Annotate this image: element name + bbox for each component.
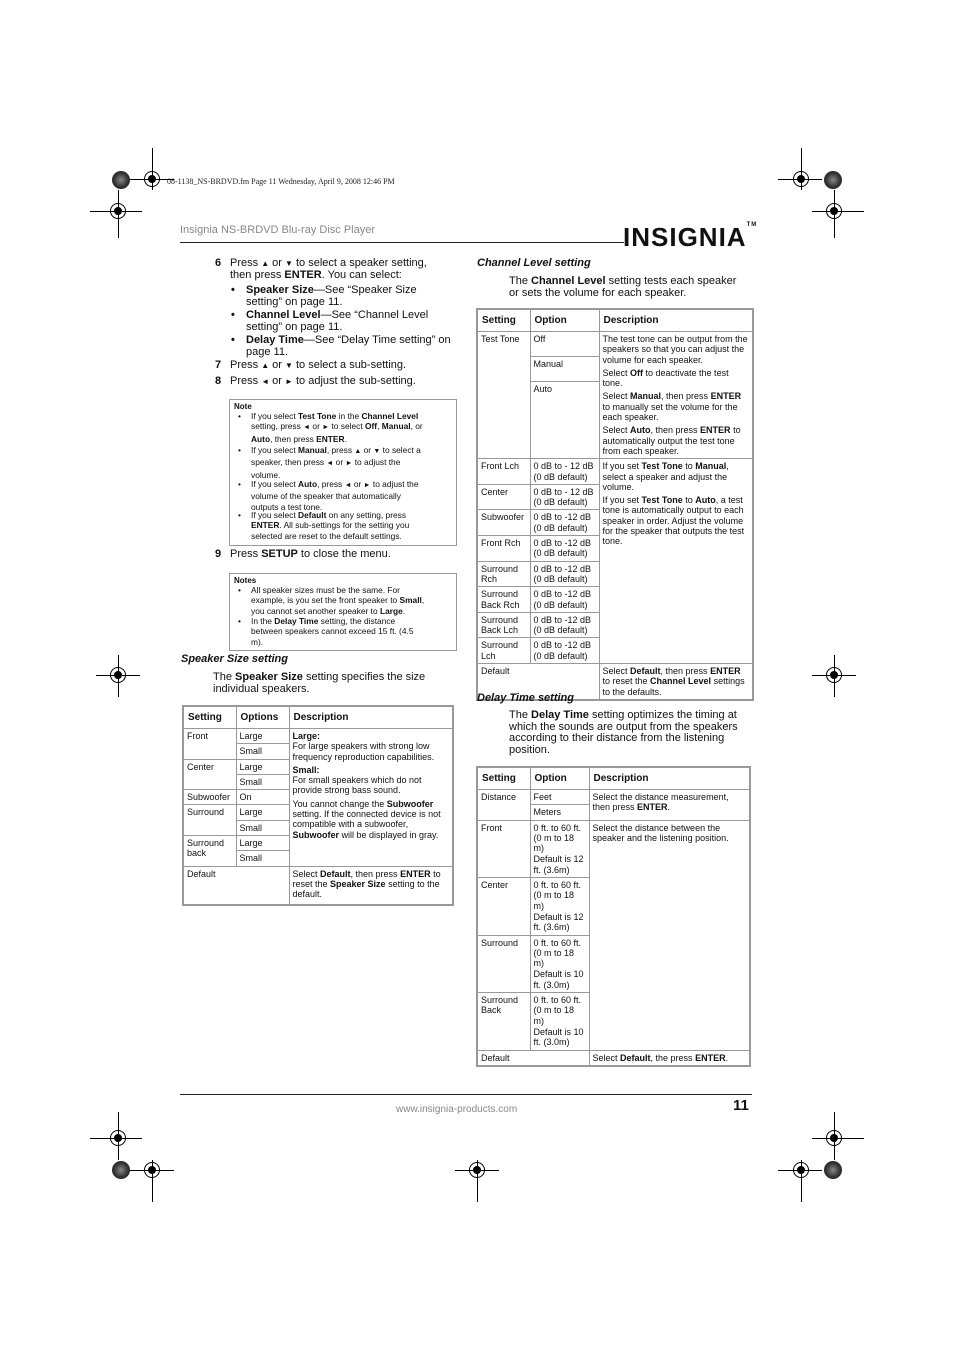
column-header: Setting (477, 767, 530, 790)
table-cell: Center (477, 484, 530, 510)
delay-time-description: Select the distance between the speaker and the listening position. (589, 820, 750, 1050)
crop-line (812, 1138, 864, 1139)
table-cell: Large (236, 759, 289, 774)
table-cell: Subwoofer (183, 790, 236, 805)
notes-box: Notes • All speaker sizes must be the same. For example, is you set the front speaker to Small, you cannot set another speaker to Large. • In the Delay Time setting, the distance between speakers cannot exceed 15 ft. (4.5 m). (229, 573, 457, 651)
table-cell: Select Default, then press ENTER to reset the Channel Level settings to the defaults. (599, 664, 753, 700)
table-cell: Front Lch (477, 459, 530, 485)
crop-line (812, 211, 864, 212)
crop-line (834, 190, 835, 238)
left-arrow-icon: ◄ (326, 460, 334, 468)
table-cell: Surround (183, 805, 236, 836)
right-arrow-icon: ► (285, 377, 293, 386)
column-header: Setting (183, 706, 236, 729)
table-cell: Front Rch (477, 536, 530, 562)
table-cell: Test Tone (477, 332, 530, 459)
header-rule (180, 242, 624, 243)
section-heading-speaker-size: Speaker Size setting (181, 653, 288, 665)
table-cell: 0 dB to - 12 dB (0 dB default) (530, 459, 599, 485)
table-cell: Surround Lch (477, 638, 530, 664)
down-arrow-icon: ▼ (373, 448, 381, 455)
crop-line (152, 1160, 153, 1202)
table-cell: Manual (530, 357, 599, 382)
table-cell: Meters (530, 805, 589, 820)
test-tone-description: The test tone can be output from the speakers so that you can adjust the volume for each speaker. Select Off to deactivate the test tone. Select Manual, then press ENTER to manually set the volume for the each speaker. Select Auto, then press ENTER to automatically output the test tone from each speaker. (599, 332, 753, 459)
table-cell: Large (236, 729, 289, 744)
channel-level-intro: The Channel Level setting tests each speaker or sets the volume for each speaker. (509, 275, 737, 299)
crop-line (834, 655, 835, 697)
up-arrow-icon: ▲ (261, 259, 270, 268)
crop-line (152, 148, 153, 190)
table-cell: Distance (477, 790, 530, 821)
table-cell: Surround (477, 935, 530, 992)
crop-line (90, 211, 142, 212)
delay-time-table (476, 766, 751, 1067)
registration-dot (112, 171, 130, 189)
crop-line (477, 1160, 478, 1202)
table-row (477, 820, 750, 877)
table-cell: Subwoofer (477, 510, 530, 536)
table-cell: 0 dB to -12 dB (0 dB default) (530, 536, 599, 562)
footer-rule (180, 1094, 752, 1095)
table-row (477, 790, 750, 805)
table-cell: Auto (530, 382, 599, 459)
crop-line (778, 1170, 822, 1171)
left-arrow-icon: ◄ (344, 482, 352, 489)
table-cell: Center (477, 878, 530, 935)
registration-dot (824, 171, 842, 189)
speaker-size-table (182, 705, 454, 906)
table-row (477, 1050, 750, 1066)
table-row (477, 332, 753, 357)
table-cell: Default (477, 664, 599, 700)
table-cell: Surround Rch (477, 561, 530, 587)
note-box: Note • If you select Test Tone in the Channel Level setting, press ◄ or ► to select Off, Manual, or Auto, then press ENTER. • If you select Manual, press ▲ or ▼ to select a speaker, then press ◄ or ► to adjust the volume. • If you select Auto, press ◄ or ► to adjust the volume of the speaker that automatically outputs a test tone. • If you select Default on any setting, press ENTER. All sub-settings for the setting you selected are reset to the default settings. (229, 399, 457, 546)
table-cell: Default (477, 1050, 589, 1066)
left-arrow-icon: ◄ (303, 424, 311, 432)
section-heading-channel-level: Channel Level setting (477, 257, 591, 269)
column-header: Setting (477, 309, 530, 332)
table-row (183, 866, 453, 904)
registration-dot (824, 1161, 842, 1179)
section-heading-delay-time: Delay Time setting (477, 692, 574, 704)
crop-line (778, 179, 822, 180)
table-cell: Select Default, the press ENTER. (589, 1050, 750, 1066)
table-header-row (477, 767, 750, 790)
table-cell: 0 dB to -12 dB (0 dB default) (530, 612, 599, 638)
running-head: Insignia NS-BRDVD Blu-ray Disc Player (180, 224, 375, 236)
table-cell: Small (236, 820, 289, 835)
table-cell: Select Default, then press ENTER to reset the Speaker Size setting to the default. (289, 866, 453, 904)
table-cell: Surround back (183, 836, 236, 867)
crop-line (118, 190, 119, 238)
down-arrow-icon: ▼ (285, 259, 293, 268)
table-cell: Off (530, 332, 599, 357)
table-cell: Surround Back Lch (477, 612, 530, 638)
up-arrow-icon: ▲ (354, 448, 362, 455)
crop-line (801, 1160, 802, 1202)
table-cell: 0 ft. to 60 ft. (0 m to 18 m) Default is 10 ft. (3.0m) (530, 935, 589, 992)
left-arrow-icon: ◄ (261, 377, 270, 386)
step-6: 6 Press ▲ or ▼ to select a speaker setting, then press ENTER. You can select: (215, 257, 427, 281)
up-arrow-icon: ▲ (261, 361, 270, 370)
channel-level-description: If you set Test Tone to Manual, select a speaker and adjust the volume. If you set Test Tone to Auto, a test tone is automatically output to each speaker in order. Adjust the volume for the speaker that outputs the test tone. (599, 459, 753, 664)
speaker-size-intro: The Speaker Size setting specifies the size individual speakers. (213, 671, 426, 695)
table-cell: 0 dB to - 12 dB (0 dB default) (530, 484, 599, 510)
table-cell: 0 dB to -12 dB (0 dB default) (530, 638, 599, 664)
table-cell: Select the distance measurement, then press ENTER. (589, 790, 750, 821)
table-cell: Small (236, 851, 289, 866)
right-arrow-icon: ► (345, 460, 353, 468)
table-cell: 0 dB to -12 dB (0 dB default) (530, 587, 599, 613)
crop-line (834, 1112, 835, 1160)
table-cell: Center (183, 759, 236, 790)
crop-line (455, 1170, 499, 1171)
table-cell: Large (236, 805, 289, 820)
table-cell: Large (236, 836, 289, 851)
crop-line (130, 1170, 174, 1171)
right-arrow-icon: ► (322, 424, 330, 432)
table-cell: Front (477, 820, 530, 877)
speaker-size-description: Large: For large speakers with strong low frequency reproduction capabilities. Small: For small speakers which do not provide strong bass sound. You cannot change the Subwoofer setting. If the connected device is not compatible with a subwoofer, Subwoofer will be displayed in gray. (289, 729, 453, 867)
table-cell: 0 ft. to 60 ft. (0 m to 18 m) Default is 10 ft. (3.0m) (530, 993, 589, 1050)
crop-line (118, 1112, 119, 1160)
table-row (183, 729, 453, 744)
table-header-row (477, 309, 753, 332)
column-header: Description (599, 309, 753, 332)
down-arrow-icon: ▼ (285, 361, 293, 370)
table-cell: 0 ft. to 60 ft. (0 m to 18 m) Default is 12 ft. (3.6m) (530, 820, 589, 877)
registration-dot (112, 1161, 130, 1179)
column-header: Options (236, 706, 289, 729)
table-cell: Default (183, 866, 289, 904)
table-cell: Feet (530, 790, 589, 805)
crop-line (90, 1138, 142, 1139)
crop-line (118, 655, 119, 697)
column-header: Option (530, 767, 589, 790)
table-cell: 0 dB to -12 dB (0 dB default) (530, 510, 599, 536)
page-number: 11 (733, 1097, 749, 1114)
table-row (477, 459, 753, 485)
table-cell: 0 dB to -12 dB (0 dB default) (530, 561, 599, 587)
file-slug: 08-1138_NS-BRDVD.fm Page 11 Wednesday, April 9, 2008 12:46 PM (167, 177, 395, 186)
delay-time-intro: The Delay Time setting optimizes the timing at which the sounds are output from the speakers according to their distance from the listening position. (509, 709, 738, 756)
right-arrow-icon: ► (363, 482, 371, 489)
table-cell: Small (236, 744, 289, 759)
column-header: Option (530, 309, 599, 332)
table-cell: Small (236, 774, 289, 789)
column-header: Description (289, 706, 453, 729)
table-header-row (183, 706, 453, 729)
column-header: Description (589, 767, 750, 790)
table-cell: On (236, 790, 289, 805)
footer-url: www.insignia-products.com (396, 1104, 518, 1115)
table-cell: Front (183, 729, 236, 760)
table-cell: Surround Back (477, 993, 530, 1050)
table-cell: 0 ft. to 60 ft. (0 m to 18 m) Default is 12 ft. (3.6m) (530, 878, 589, 935)
table-cell: Surround Back Rch (477, 587, 530, 613)
crop-line (801, 148, 802, 190)
channel-level-table (476, 308, 754, 701)
insignia-logo: INSIGNIA™ (623, 222, 758, 252)
